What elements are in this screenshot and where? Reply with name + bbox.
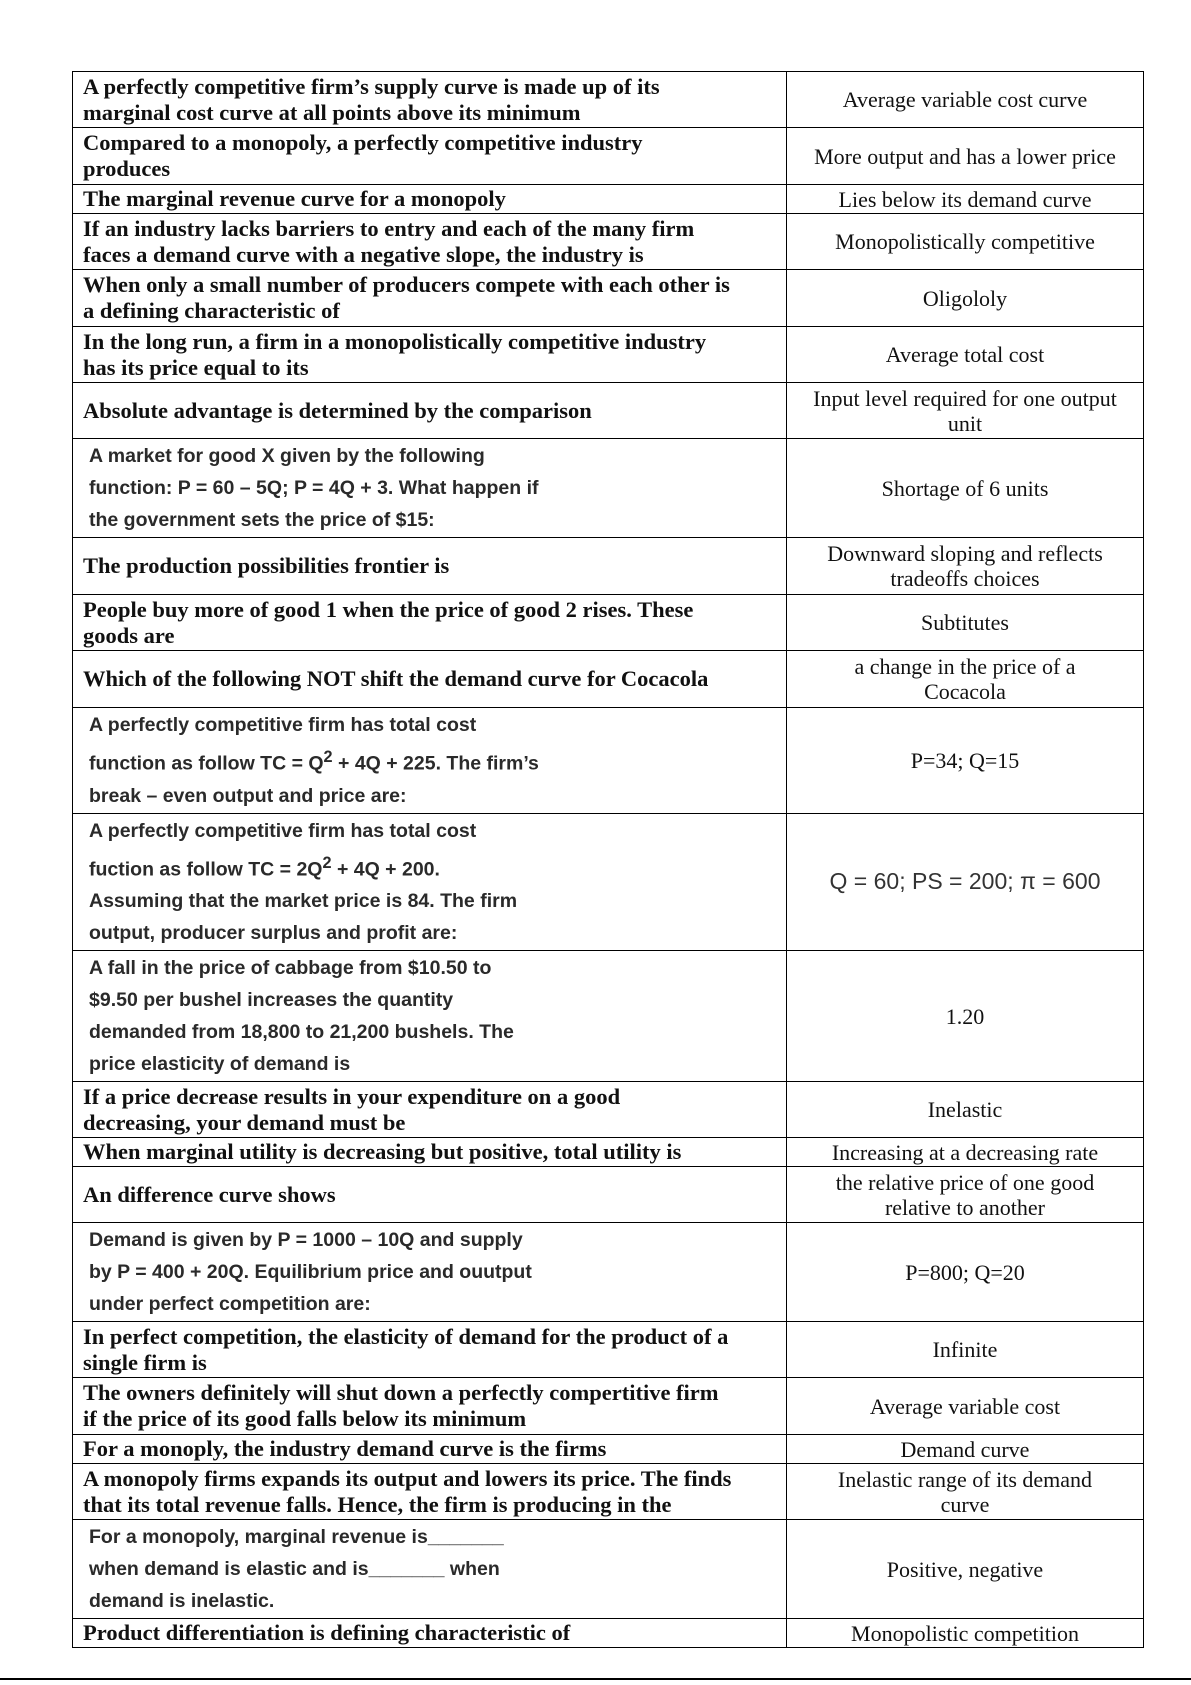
- formula-exponent: 2: [322, 853, 332, 872]
- table-row: [73, 1378, 1144, 1435]
- question-line: that its total revenue falls. Hence, the firm is producing in the: [83, 1491, 672, 1517]
- answer-line: unit: [947, 410, 983, 436]
- answer-cell: Inelastic: [787, 1082, 1144, 1138]
- formula-text: + 4Q + 225. The firm’s: [332, 752, 539, 775]
- question-line: When only a small number of producers compete with each other is: [83, 272, 730, 297]
- question-line: The production possibilities frontier is: [83, 553, 450, 578]
- question-line: produces: [83, 156, 171, 181]
- question-line: For a monoply, the industry demand curve is the firms: [83, 1436, 607, 1461]
- question-line: Demand is given by P = 1000 – 10Q and supply: [89, 1229, 523, 1251]
- answer-cell: Lies below its demand curve: [787, 185, 1144, 214]
- question-line: A fall in the price of cabbage from $10.50 to: [89, 957, 492, 979]
- answer-cell: P=34; Q=15: [787, 708, 1144, 814]
- question-line: Product differentiation is defining characteristic of: [83, 1620, 571, 1645]
- answer-cell: Average variable cost: [787, 1378, 1144, 1435]
- answer-cell: [787, 1464, 1144, 1520]
- question-line: The owners definitely will shut down a perfectly compertitive firm: [83, 1380, 719, 1405]
- table-row: [73, 185, 1144, 214]
- question-line: break – even output and price are:: [89, 784, 407, 807]
- question-line: People buy more of good 1 when the price of good 2 rises. These: [83, 596, 694, 622]
- qa-sheet: [72, 71, 1143, 1648]
- table-row: [73, 595, 1144, 651]
- question-cell: [73, 1322, 787, 1378]
- answer-line: curve: [940, 1491, 990, 1517]
- answer-line: Cocacola: [924, 679, 1006, 704]
- question-cell: [73, 1082, 787, 1138]
- question-line: Which of the following NOT shift the demand curve for Cocacola: [83, 666, 709, 691]
- question-line: by P = 400 + 20Q. Equilibrium price and ouutput: [89, 1261, 532, 1283]
- table-row: [73, 327, 1144, 383]
- table-row: [73, 651, 1144, 708]
- question-line: function: P = 60 – 5Q; P = 4Q + 3. What happen if: [89, 477, 539, 499]
- answer-line: Input level required for one output: [813, 385, 1117, 411]
- question-cell: [73, 1138, 787, 1167]
- fill-blank: _______: [427, 1526, 504, 1548]
- answer-cell: [787, 1167, 1144, 1223]
- question-text: when demand is elastic and is: [89, 1558, 369, 1580]
- question-line: A monopoly firms expands its output and lowers its price. The finds: [83, 1465, 732, 1491]
- table-row: [73, 813, 1144, 951]
- question-line: output, producer surplus and profit are:: [89, 922, 458, 944]
- question-cell: [73, 327, 787, 383]
- answer-line: relative to another: [884, 1194, 1046, 1220]
- answer-cell: Average total cost: [787, 327, 1144, 383]
- table-row: [73, 1223, 1144, 1322]
- answer-cell: Shortage of 6 units: [787, 439, 1144, 538]
- table-row: [73, 214, 1144, 270]
- page-bottom-rule: [0, 1678, 1191, 1680]
- question-cell: [73, 185, 787, 214]
- answer-cell: Subtitutes: [787, 595, 1144, 651]
- formula-text: + 4Q + 200.: [331, 858, 440, 880]
- question-cell: [73, 951, 787, 1082]
- question-line: price elasticity of demand is: [89, 1053, 351, 1075]
- table-row: [73, 1167, 1144, 1223]
- table-row: [73, 1435, 1144, 1464]
- formula-text: fuction as follow TC = 2Q: [89, 858, 323, 880]
- question-line: if the price of its good falls below its minimum: [83, 1406, 527, 1431]
- answer-cell: P=800; Q=20: [787, 1223, 1144, 1322]
- answer-cell: Monopolistic competition: [787, 1619, 1144, 1648]
- table-row: [73, 72, 1144, 128]
- question-line: [89, 1521, 780, 1553]
- question-line: In perfect competition, the elasticity of demand for the product of a: [83, 1323, 729, 1349]
- question-line: If a price decrease results in your expenditure on a good: [83, 1083, 621, 1109]
- question-cell: [73, 439, 787, 538]
- table-row: [73, 1464, 1144, 1520]
- answer-cell: [787, 383, 1144, 439]
- question-line: [89, 847, 780, 886]
- question-text: For a monopoly, marginal revenue is: [89, 1526, 428, 1548]
- answer-cell: 1.20: [787, 951, 1144, 1082]
- table-row: [73, 1082, 1144, 1138]
- table-row: [73, 538, 1144, 595]
- answer-cell: Demand curve: [787, 1435, 1144, 1464]
- question-line: has its price equal to its: [83, 354, 309, 380]
- question-line: A perfectly competitive firm has total cost: [89, 714, 477, 736]
- answer-line: the relative price of one good: [835, 1169, 1095, 1195]
- formula-text: function as follow TC = Q: [89, 752, 324, 775]
- fill-blank: _______: [368, 1558, 445, 1580]
- table-row: [73, 1138, 1144, 1167]
- question-line: In the long run, a firm in a monopolistically competitive industry: [83, 328, 707, 354]
- question-line: under perfect competition are:: [89, 1293, 371, 1315]
- question-cell: [73, 595, 787, 651]
- question-cell: [73, 270, 787, 327]
- question-cell: [73, 1378, 787, 1435]
- answer-cell: More output and has a lower price: [787, 128, 1144, 185]
- answer-cell: Oligololy: [787, 270, 1144, 327]
- question-cell: [73, 72, 787, 128]
- question-line: goods are: [83, 622, 175, 648]
- question-cell: [73, 1435, 787, 1464]
- question-cell: [73, 383, 787, 439]
- question-line: [89, 741, 780, 780]
- answer-cell: [787, 538, 1144, 595]
- question-line: a defining characteristic of: [83, 298, 340, 323]
- question-cell: [73, 538, 787, 595]
- question-line: demand is inelastic.: [89, 1590, 275, 1612]
- table-row: [73, 128, 1144, 185]
- question-line: A perfectly competitive firm’s supply curve is made up of its: [83, 73, 660, 99]
- question-line: A perfectly competitive firm has total cost: [89, 819, 477, 842]
- answer-line: Inelastic range of its demand: [837, 1466, 1093, 1492]
- question-cell: [73, 1167, 787, 1223]
- question-line: If an industry lacks barriers to entry and each of the many firm: [83, 215, 695, 241]
- table-row: [73, 1322, 1144, 1378]
- answer-cell: Increasing at a decreasing rate: [787, 1138, 1144, 1167]
- answer-cell: Average variable cost curve: [787, 72, 1144, 128]
- question-cell: [73, 214, 787, 270]
- question-line: $9.50 per bushel increases the quantity: [89, 989, 454, 1011]
- question-cell: [73, 128, 787, 185]
- question-cell: [73, 1223, 787, 1322]
- qa-table: [72, 71, 1144, 1648]
- question-line: faces a demand curve with a negative slope, the industry is: [83, 241, 644, 267]
- formula-exponent: 2: [323, 748, 333, 766]
- question-line: Absolute advantage is determined by the comparison: [83, 397, 592, 423]
- question-cell: [73, 1464, 787, 1520]
- question-cell: [73, 813, 787, 951]
- question-line: the government sets the price of $15:: [89, 509, 435, 531]
- answer-line: a change in the price of a: [854, 654, 1076, 679]
- table-row: [73, 1619, 1144, 1648]
- answer-line: Downward sloping and reflects: [827, 541, 1103, 566]
- answer-cell: Positive, negative: [787, 1520, 1144, 1619]
- answer-cell: [787, 651, 1144, 708]
- question-line: An difference curve shows: [83, 1181, 336, 1207]
- question-line: A market for good X given by the following: [89, 445, 485, 467]
- table-row: [73, 439, 1144, 538]
- table-row: [73, 270, 1144, 327]
- question-line: decreasing, your demand must be: [83, 1109, 406, 1135]
- question-cell: [73, 651, 787, 708]
- answer-cell: Infinite: [787, 1322, 1144, 1378]
- table-row: [73, 1520, 1144, 1619]
- answer-cell: Q = 60; PS = 200; π = 600: [787, 813, 1144, 951]
- question-line: demanded from 18,800 to 21,200 bushels. The: [89, 1021, 514, 1043]
- question-line: When marginal utility is decreasing but positive, total utility is: [83, 1139, 682, 1164]
- question-cell: [73, 1619, 787, 1648]
- table-row: [73, 708, 1144, 814]
- question-line: Assuming that the market price is 84. The firm: [89, 890, 518, 912]
- answer-cell: Monopolistically competitive: [787, 214, 1144, 270]
- table-row: [73, 383, 1144, 439]
- answer-line: tradeoffs choices: [890, 566, 1040, 591]
- question-cell: [73, 708, 787, 814]
- question-line: marginal cost curve at all points above its minimum: [83, 99, 581, 125]
- question-text: when: [444, 1558, 500, 1580]
- question-line: single firm is: [83, 1349, 207, 1375]
- table-row: [73, 951, 1144, 1082]
- question-line: The marginal revenue curve for a monopoly: [83, 186, 506, 211]
- question-line: Compared to a monopoly, a perfectly competitive industry: [83, 130, 643, 155]
- question-line: [89, 1553, 780, 1585]
- question-cell: [73, 1520, 787, 1619]
